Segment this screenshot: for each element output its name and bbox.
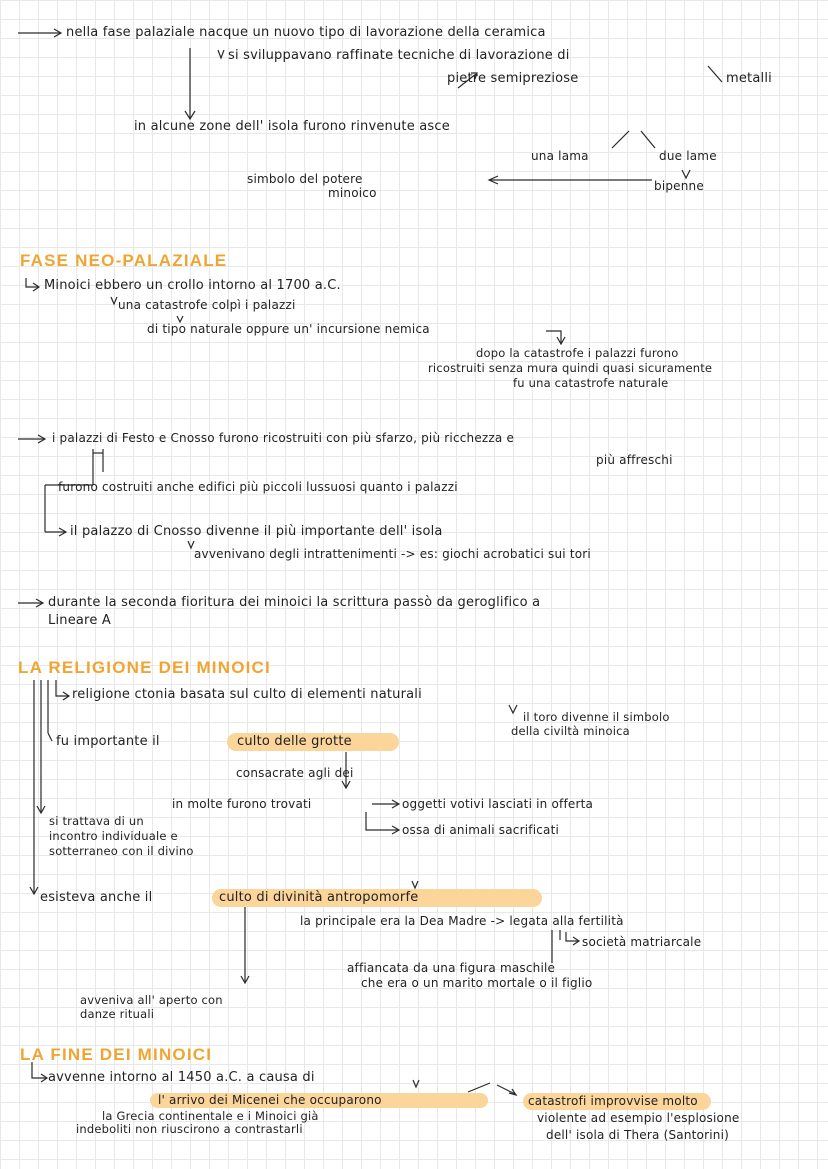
religion-male-figure: affiancata da una figura maschile bbox=[347, 961, 556, 975]
fine-weakened: indeboliti non riuscirono a contrastarli bbox=[76, 1122, 303, 1136]
religion-bones: ossa di animali sacrificati bbox=[402, 823, 560, 837]
heading-fase-neo-palaziale: FASE NEO-PALAZIALE bbox=[20, 251, 228, 270]
metals: metalli bbox=[726, 71, 772, 86]
religion-votive: oggetti votivi lasciati in offerta bbox=[402, 797, 594, 811]
fase-cause: di tipo naturale oppure un' incursione nemica bbox=[147, 322, 430, 336]
religion-dances: danze rituali bbox=[80, 1007, 155, 1021]
fase-cnosso: il palazzo di Cnosso divenne il più importante dell' isola bbox=[70, 524, 443, 539]
fase-lineare-a: Lineare A bbox=[48, 613, 111, 628]
religion-also: esisteva anche il bbox=[40, 890, 153, 905]
heading-fine: LA FINE DEI MINOICI bbox=[20, 1045, 213, 1064]
religion-culto-grotte: culto delle grotte bbox=[237, 734, 352, 749]
fase-small-buildings: furono costruiti anche edifici più piccoli lussuosi quanto i palazzi bbox=[58, 480, 458, 494]
religion-ctonia: religione ctonia basata sul culto di elementi naturali bbox=[72, 687, 422, 702]
fine-grecia: la Grecia continentale e i Minoici già bbox=[102, 1109, 319, 1123]
power-symbol-minoan: minoico bbox=[328, 186, 377, 200]
fase-no-walls: ricostruiti senza mura quindi quasi sicuramente bbox=[428, 361, 713, 375]
fine-micenei: l' arrivo dei Micenei che occuparono bbox=[158, 1093, 382, 1107]
one-blade: una lama bbox=[531, 149, 589, 163]
axes-note: in alcune zone dell' isola furono rinvenute asce bbox=[134, 119, 450, 134]
fine-catastrofi: catastrofi improvvise molto bbox=[528, 1094, 698, 1108]
religion-husband-son: che era o un marito mortale o il figlio bbox=[361, 976, 593, 990]
religion-outdoor: avveniva all' aperto con bbox=[80, 993, 223, 1007]
heading-religione: LA RELIGIONE DEI MINOICI bbox=[18, 658, 271, 677]
religion-matriarcale: società matriarcale bbox=[582, 935, 702, 949]
palace-phase-note: nella fase palaziale nacque un nuovo tipo di lavorazione della ceramica bbox=[66, 25, 546, 40]
fine-explosion: violente ad esempio l'esplosione bbox=[537, 1111, 740, 1125]
religion-consecrated: consacrate agli dei bbox=[236, 766, 354, 780]
religion-found: in molte furono trovati bbox=[172, 797, 312, 811]
fase-collapse: Minoici ebbero un crollo intorno al 1700 a.C. bbox=[44, 278, 341, 293]
fase-natural: fu una catastrofe naturale bbox=[513, 376, 669, 390]
fase-palaces-rebuilt: i palazzi di Festo e Cnosso furono ricostruiti con più sfarzo, più ricchezza e bbox=[52, 431, 515, 445]
religion-important: fu importante il bbox=[56, 734, 160, 749]
techniques-note: si sviluppavano raffinate tecniche di lavorazione di bbox=[228, 48, 570, 63]
religion-encounter-2: incontro individuale e bbox=[49, 829, 178, 843]
religion-culto-antropomorfe: culto di divinità antropomorfe bbox=[219, 890, 419, 905]
fine-thera: dell' isola di Thera (Santorini) bbox=[546, 1128, 729, 1142]
fase-frescoes: più affreschi bbox=[596, 453, 673, 467]
bipenne: bipenne bbox=[654, 179, 704, 193]
fase-rebuilt: dopo la catastrofe i palazzi furono bbox=[476, 346, 679, 360]
semiprecious-stones: pietre semipreziose bbox=[447, 71, 579, 86]
fase-catastrophe: una catastrofe colpì i palazzi bbox=[118, 298, 296, 312]
religion-encounter-3: sotterraneo con il divino bbox=[49, 844, 194, 858]
religion-dea-madre: la principale era la Dea Madre -> legata alla fertilità bbox=[300, 914, 624, 928]
power-symbol: simbolo del potere bbox=[247, 172, 363, 186]
religion-bull-civilta: della civiltà minoica bbox=[511, 724, 630, 738]
religion-encounter-1: si trattava di un bbox=[49, 814, 144, 828]
religion-bull: il toro divenne il simbolo bbox=[523, 710, 670, 724]
fase-writing: durante la seconda fioritura dei minoici la scrittura passò da geroglifico a bbox=[48, 595, 541, 610]
fase-entertainment: avvenivano degli intrattenimenti -> es: giochi acrobatici sui tori bbox=[194, 547, 591, 561]
two-blades: due lame bbox=[659, 149, 717, 163]
fine-when: avvenne intorno al 1450 a.C. a causa di bbox=[48, 1070, 315, 1085]
